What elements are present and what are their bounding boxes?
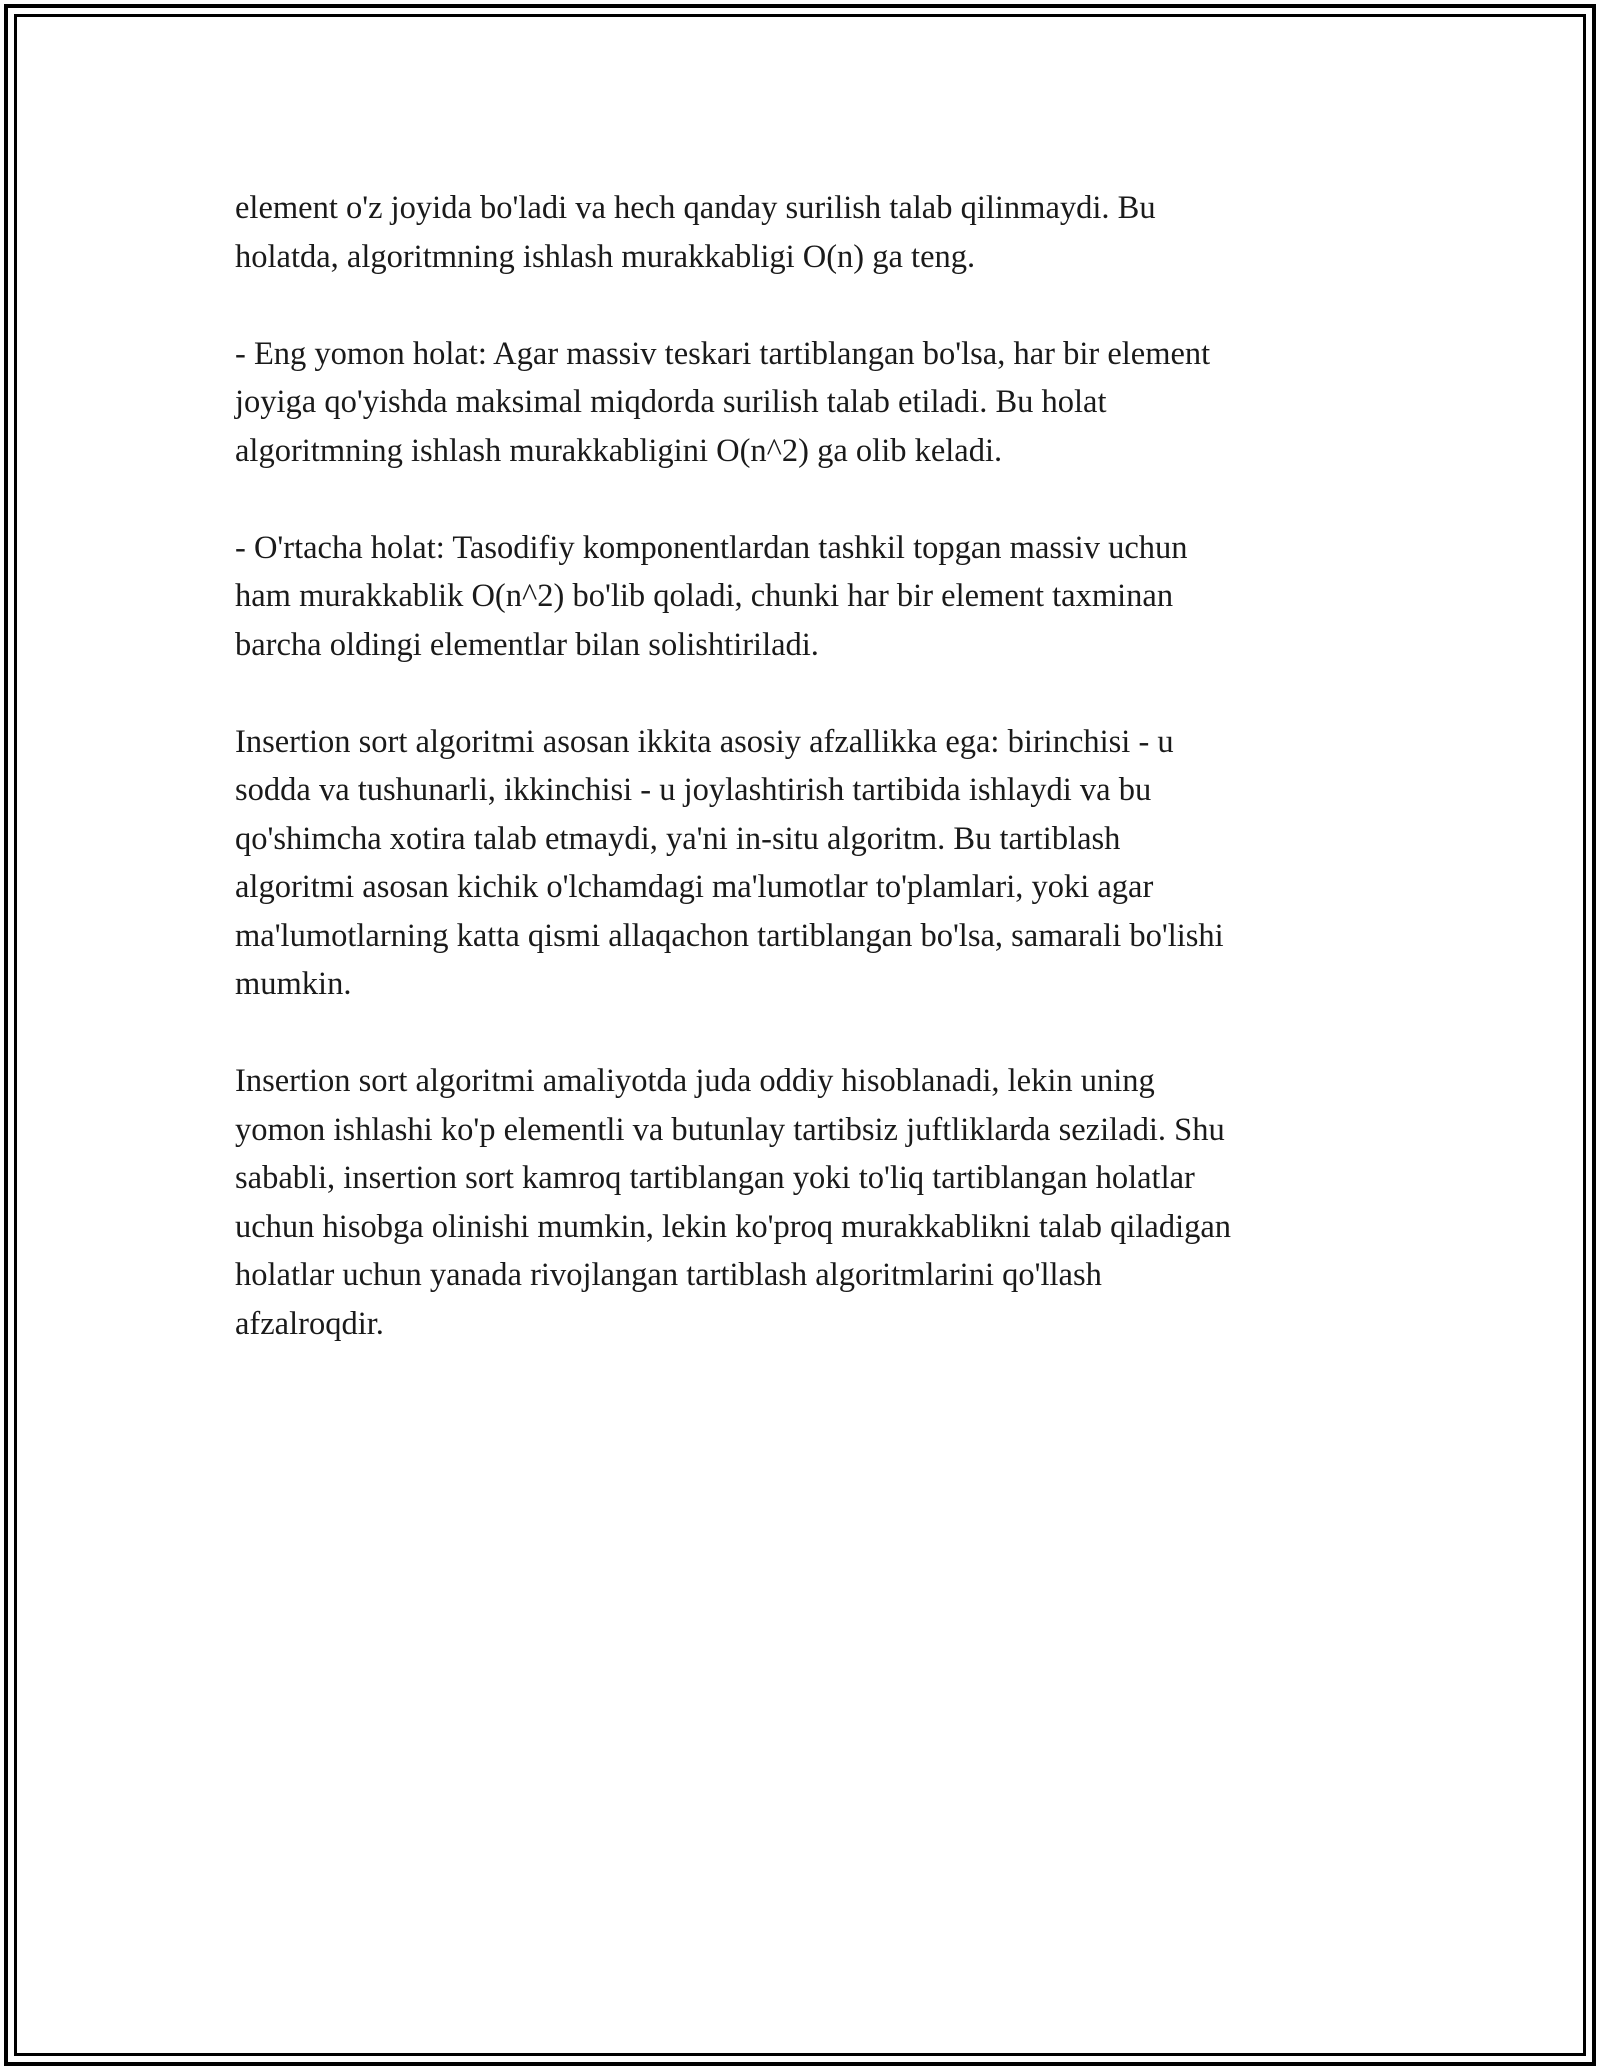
text-line: holatda, algoritmning ishlash murakkabligi O(n) ga teng. (235, 238, 976, 275)
text-line: qo'shimcha xotira talab etmaydi, ya'ni in-situ algoritm. Bu tartiblash (235, 820, 1121, 857)
text-line: element o'z joyida bo'ladi va hech qanday surilish talab qilinmaydi. Bu (235, 190, 1156, 226)
paragraph-average-case (235, 524, 1395, 670)
text-line: ham murakkablik O(n^2) bo'lib qoladi, chunki har bir element taxminan (235, 578, 1174, 614)
text-line: uchun hisobga olinishi mumkin, lekin ko'proq murakkablikni talab qiladigan (235, 1208, 1232, 1245)
text-line: joyiga qo'yishda maksimal miqdorda surilish talab etiladi. Bu holat (235, 384, 1107, 420)
paragraph-worst-case (235, 330, 1395, 476)
text-line: holatlar uchun yanada rivojlangan tartiblash algoritmlarini qo'llash (235, 1257, 1102, 1293)
text-line: algoritmning ishlash murakkabligini O(n^2) ga olib keladi. (235, 432, 1003, 469)
text-line: - Eng yomon holat: Agar massiv teskari tartiblangan bo'lsa, har bir element (235, 335, 1211, 372)
paragraph-conclusion (235, 1057, 1395, 1348)
text-line: sababli, insertion sort kamroq tartiblangan yoki to'liq tartiblangan holatlar (235, 1160, 1195, 1196)
text-line: Insertion sort algoritmi asosan ikkita asosiy afzallikka ega: birinchisi - u (235, 723, 1174, 760)
paragraph-best-case-end (235, 184, 1395, 281)
text-line: Insertion sort algoritmi amaliyotda juda oddiy hisoblanadi, lekin uning (235, 1063, 1155, 1099)
text-line: afzalroqdir. (235, 1305, 384, 1342)
text-line: - O'rtacha holat: Tasodifiy komponentlardan tashkil topgan massiv uchun (235, 529, 1188, 566)
text-line: barcha oldingi elementlar bilan solishtiriladi. (235, 626, 819, 663)
text-line: mumkin. (235, 966, 352, 1002)
text-line: ma'lumotlarning katta qismi allaqachon tartiblangan bo'lsa, samarali bo'lishi (235, 917, 1224, 954)
text-line: sodda va tushunarli, ikkinchisi - u joylashtirish tartibida ishlaydi va bu (235, 772, 1152, 808)
text-line: yomon ishlashi ko'p elementli va butunlay tartibsiz juftliklarda seziladi. Shu (235, 1111, 1225, 1148)
paragraph-advantages (235, 718, 1395, 1009)
document-body (235, 184, 1395, 1397)
text-line: algoritmi asosan kichik o'lchamdagi ma'lumotlar to'plamlari, yoki agar (235, 869, 1154, 905)
